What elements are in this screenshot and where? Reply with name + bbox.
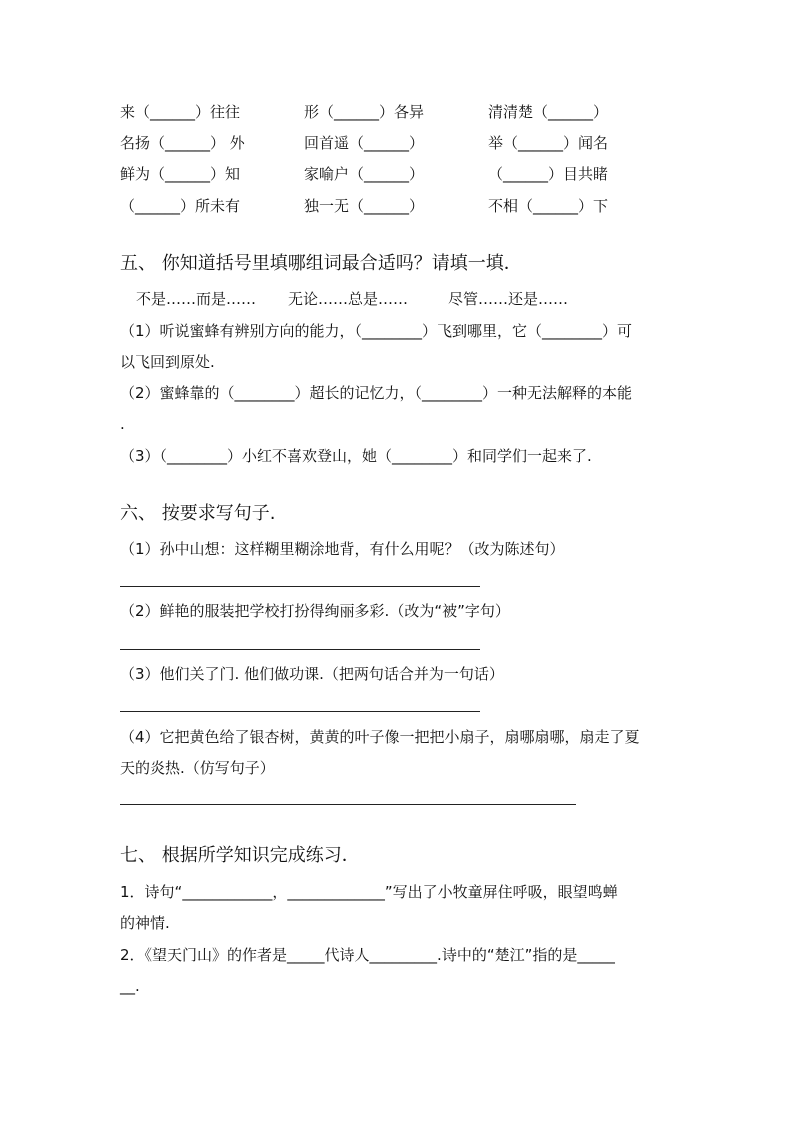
section-7-line-3: 2．《望天门山》的作者是_____代诗人_________.诗中的“楚江”指的是_____ xyxy=(120,946,615,964)
section-5-option-1: 不是……而是…… xyxy=(136,290,257,308)
answer-line-3[interactable] xyxy=(120,711,480,712)
idiom-1-2: 形（______）各异 xyxy=(304,103,425,121)
idiom-3-3: （______）目共睹 xyxy=(488,165,609,183)
section-5-option-2: 无论……总是…… xyxy=(288,290,409,308)
section-5-line-5: （3）（________）小红不喜欢登山，她（________）和同学们一起来了. xyxy=(120,447,592,465)
section-6-item-4b: 天的炎热.（仿写句子） xyxy=(120,759,275,777)
idiom-4-3: 不相（______）下 xyxy=(488,197,609,215)
section-5-line-4: . xyxy=(120,415,125,433)
section-5-line-1: （1）听说蜜蜂有辨别方向的能力，（________）飞到哪里，它（________）可 xyxy=(120,322,633,340)
section-7-line-2: 的神情. xyxy=(120,914,170,932)
idiom-1-1: 来（______）往往 xyxy=(120,103,241,121)
idiom-1-3: 清清楚（______） xyxy=(488,103,609,121)
section-7-title: 七、 根据所学知识完成练习． xyxy=(120,845,360,866)
answer-line-2[interactable] xyxy=(120,649,480,650)
section-7-line-4: __. xyxy=(120,977,140,995)
idiom-4-1: （______）所未有 xyxy=(120,197,241,215)
answer-line-1[interactable] xyxy=(120,586,480,587)
section-5-line-2: 以飞回到原处. xyxy=(120,353,215,371)
idiom-3-2: 家喻户（______） xyxy=(304,165,425,183)
section-6-item-1: （1）孙中山想：这样糊里糊涂地背，有什么用呢？（改为陈述句） xyxy=(120,540,565,558)
idiom-2-1: 名扬（______） 外 xyxy=(120,134,245,152)
answer-line-4[interactable] xyxy=(120,804,576,805)
idiom-4-2: 独一无（______） xyxy=(304,197,425,215)
section-5-option-3: 尽管……还是…… xyxy=(448,290,569,308)
section-6-item-2: （2）鲜艳的服装把学校打扮得绚丽多彩.（改为“被”字句） xyxy=(120,602,510,620)
section-6-item-3: （3）他们关了门. 他们做功课.（把两句话合并为一句话） xyxy=(120,665,504,683)
section-6-title: 六、 按要求写句子. xyxy=(120,503,276,524)
section-5-title: 五、 你知道括号里填哪组词最合适吗？请填一填． xyxy=(120,253,522,274)
idiom-2-2: 回首遥（______） xyxy=(304,134,425,152)
section-5-line-3: （2）蜜蜂靠的（________）超长的记忆力，（________）一种无法解释的本能 xyxy=(120,384,633,402)
idiom-3-1: 鲜为（______）知 xyxy=(120,165,241,183)
idiom-2-3: 举（______）闻名 xyxy=(488,134,609,152)
section-6-item-4a: （4）它把黄色给了银杏树，黄黄的叶子像一把把小扇子，扇哪扇哪，扇走了夏 xyxy=(120,728,640,746)
section-7-line-1: 1．诗句“____________，_____________”写出了小牧童屏住呼吸，眼望鸣蝉 xyxy=(120,883,618,901)
